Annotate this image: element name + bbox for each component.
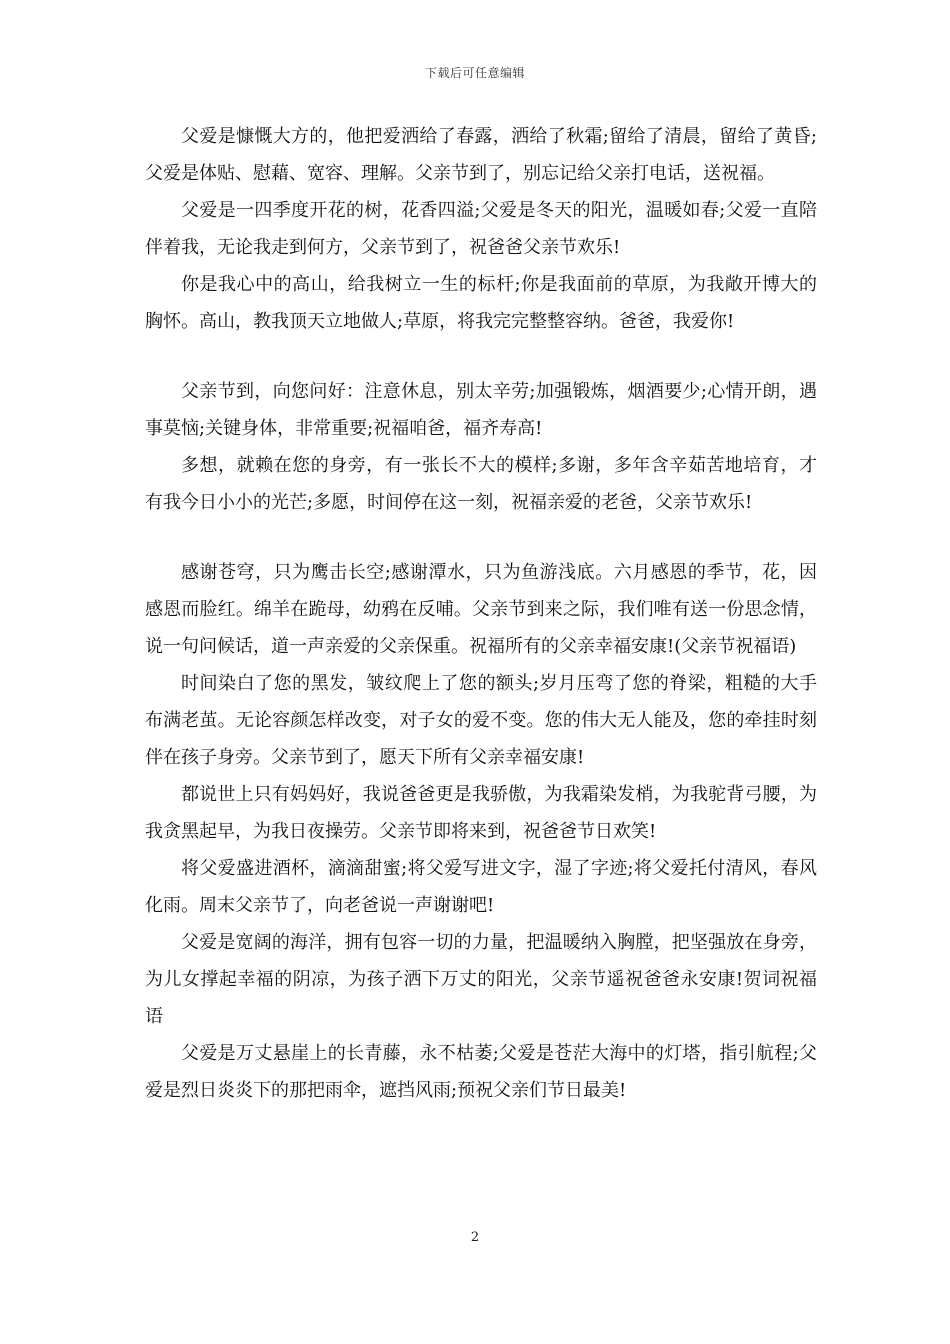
paragraph: 父爱是宽阔的海洋，拥有包容一切的力量，把温暖纳入胸膛，把坚强放在身旁，为儿女撑起幸福的阴凉，为孩子洒下万丈的阳光，父亲节遥祝爸爸永安康!贺词祝福语	[145, 932, 817, 1027]
paragraph: 父爱是慷慨大方的，他把爱洒给了春露，洒给了秋霜;留给了清晨，留给了黄昏;父爱是体贴、慰藉、宽容、理解。父亲节到了，别忘记给父亲打电话，送祝福。	[145, 126, 817, 184]
paragraph: 感谢苍穹，只为鹰击长空;感谢潭水，只为鱼游浅底。六月感恩的季节，花，因感恩而脸红。绵羊在跪母，幼鸦在反哺。父亲节到来之际，我们唯有送一份思念情，说一句问候话，道一声亲爱的父亲保重。祝福所有的父亲幸福安康!(父亲节祝福语)	[145, 562, 817, 657]
paragraph: 父爱是万丈悬崖上的长青藤，永不枯萎;父爱是苍茫大海中的灯塔，指引航程;父爱是烈日炎炎下的那把雨伞，遮挡风雨;预祝父亲们节日最美!	[145, 1043, 817, 1101]
paragraph: 将父爱盛进酒杯，滴滴甜蜜;将父爱写进文字，湿了字迹;将父爱托付清风，春风化雨。周末父亲节了，向老爸说一声谢谢吧!	[145, 858, 817, 916]
paragraph-spacer	[145, 340, 817, 373]
document-body	[145, 118, 817, 1109]
paragraph-spacer	[145, 521, 817, 554]
paragraph: 多想，就赖在您的身旁，有一张长不大的模样;多谢，多年含辛茹苦地培育，才有我今日小小的光芒;多愿，时间停在这一刻，祝福亲爱的老爸，父亲节欢乐!	[145, 455, 817, 513]
paragraph: 父爱是一四季度开花的树，花香四溢;父爱是冬天的阳光，温暖如春;父爱一直陪伴着我，无论我走到何方，父亲节到了，祝爸爸父亲节欢乐!	[145, 200, 817, 258]
paragraph: 都说世上只有妈妈好，我说爸爸更是我骄傲，为我霜染发梢，为我驼背弓腰，为我贪黑起早，为我日夜操劳。父亲节即将来到，祝爸爸节日欢笑!	[145, 784, 817, 842]
paragraph: 时间染白了您的黑发，皱纹爬上了您的额头;岁月压弯了您的脊梁，粗糙的大手布满老茧。无论容颜怎样改变，对子女的爱不变。您的伟大无人能及，您的牵挂时刻伴在孩子身旁。父亲节到了，愿天下所有父亲幸福安康!	[145, 673, 817, 768]
paragraph: 你是我心中的高山，给我树立一生的标杆;你是我面前的草原，为我敞开博大的胸怀。高山，教我顶天立地做人;草原，将我完完整整容纳。爸爸，我爱你!	[145, 274, 817, 332]
page-header: 下载后可任意编辑	[424, 66, 525, 80]
page-number: 2	[470, 1230, 480, 1245]
paragraph: 父亲节到，向您问好：注意休息，别太辛劳;加强锻炼，烟酒要少;心情开朗，遇事莫恼;关键身体，非常重要;祝福咱爸，福齐寿高!	[145, 381, 817, 439]
